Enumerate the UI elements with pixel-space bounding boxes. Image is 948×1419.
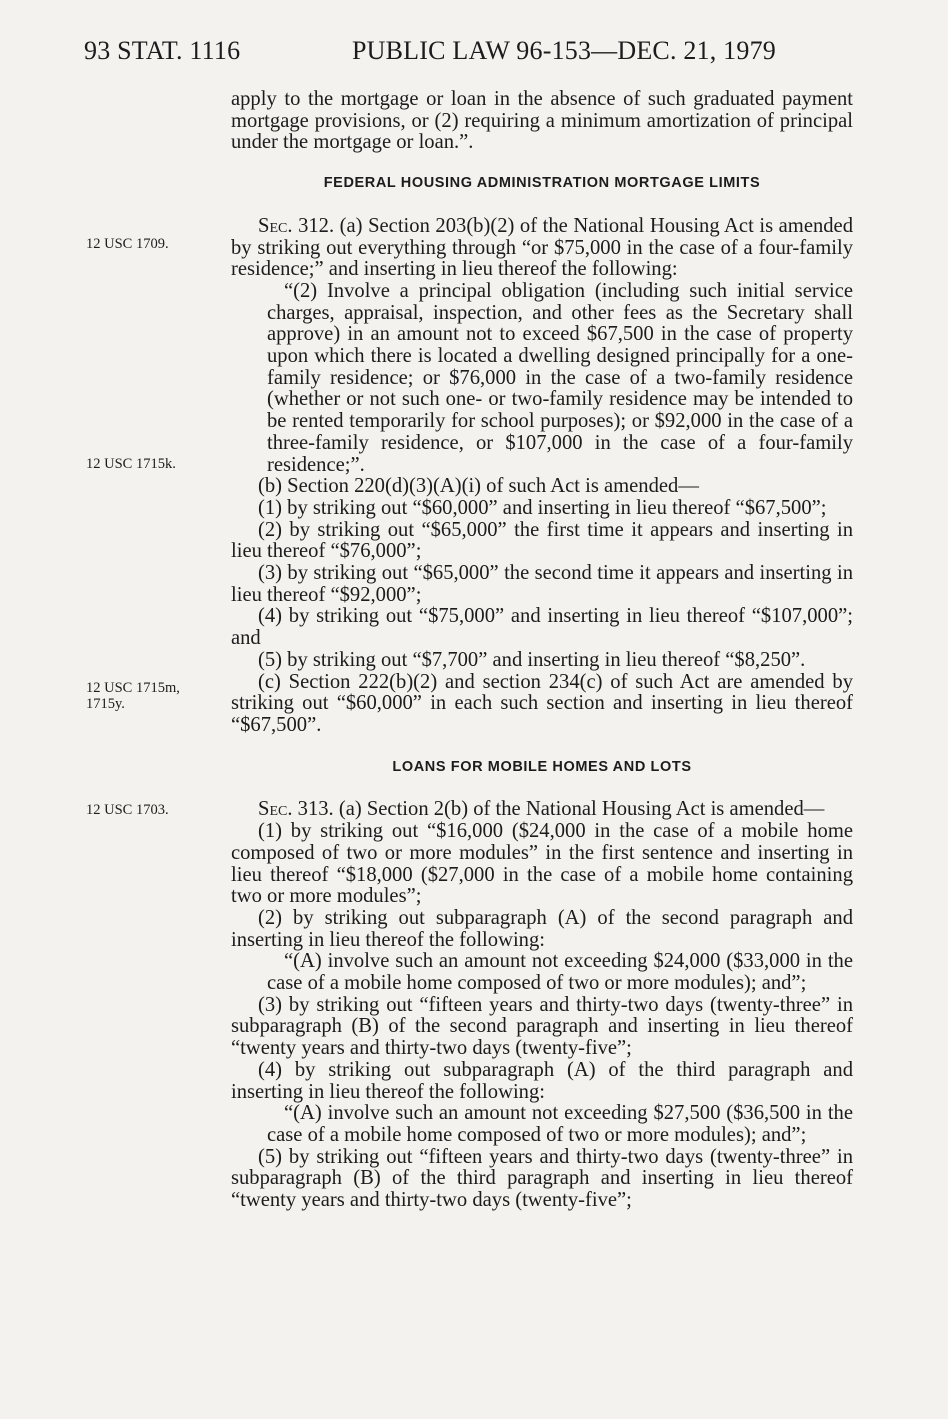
margin-note-line: 12 USC 1715m, (86, 680, 180, 696)
clause: (3) by striking out “fifteen years and thirty-two days (twenty-three” in subparagraph (B) of the second paragraph and inserting in lieu thereof “twenty years and thirty-two days (twenty-five”; (231, 993, 853, 1060)
quoted-paragraph: “(A) involve such an amount not exceeding $24,000 ($33,000 in the case of a mobile home composed of two or more modules); and”; (267, 950, 853, 995)
section-heading: FEDERAL HOUSING ADMINISTRATION MORTGAGE LIMITS (323, 175, 761, 192)
margin-note-1715m (86, 680, 216, 712)
section-312 (231, 216, 853, 281)
quoted-paragraph: “(2) Involve a principal obligation (including such initial service charges, appraisal, inspection, and other fees as the Secretary shall approve) in an amount not to exceed $67,500 in the case of property upon which there is located a dwelling designed principally for a one-family residence; or $76,000 in the case of a two-family residence (whether or not such one- or two-family residence may be intended to be rented temporarily for school purposes); or $92,000 in the case of a three-family residence, or $107,000 in the case of a four-family residence;”. (267, 279, 853, 476)
body-text (231, 89, 853, 1212)
sec-text: 313. (a) Section 2(b) of the National Housing Act is amended— (292, 798, 825, 821)
sec-text: 312. (a) Section 203(b)(2) of the National Housing Act is amended by striking out everything through “or $75,000 in the case of a four-family residence;” and inserting in lieu thereof the following: (231, 214, 853, 281)
clause: (2) by striking out subparagraph (A) of the second paragraph and inserting in lieu thereof the following: (231, 906, 853, 951)
sec-label: Sec. (258, 214, 293, 237)
margin-note-line: 1715y. (86, 696, 125, 712)
clause: (3) by striking out “$65,000” the second time it appears and inserting in lieu thereof “$92,000”; (231, 562, 853, 606)
sec-label: Sec. (258, 798, 293, 821)
clause: (5) by striking out “fifteen years and thirty-two days (twenty-three” in subparagraph (B) of the third paragraph and inserting in lieu thereof “twenty years and thirty-two days (twenty-five”; (231, 1145, 853, 1212)
paragraph-c: (c) Section 222(b)(2) and section 234(c) of such Act are amended by striking out “$60,000” in each such section and inserting in lieu thereof “$67,500”. (231, 670, 853, 736)
clause: (4) by striking out “$75,000” and inserting in lieu thereof “$107,000”; and (231, 605, 853, 650)
section-heading: LOANS FOR MOBILE HOMES AND LOTS (392, 758, 692, 775)
quoted-paragraph: “(A) involve such an amount not exceeding $27,500 ($36,500 in the case of a mobile home composed of two or more modules); and”; (267, 1102, 853, 1146)
clause: (2) by striking out “$65,000” the first time it appears and inserting in lieu thereof “$76,000”; (231, 518, 853, 563)
section-313 (231, 799, 853, 821)
clause: (1) by striking out “$16,000 ($24,000 in the case of a mobile home composed of two or more modules” in the first sentence and inserting in lieu thereof “$18,000 ($27,000 in the case of a mobile home containing two or more modules”; (231, 820, 853, 908)
clause: (5) by striking out “$7,700” and inserting in lieu thereof “$8,250”. (258, 648, 806, 671)
paragraph-b: (b) Section 220(d)(3)(A)(i) of such Act is amended— (258, 475, 699, 498)
margin-note-1709: 12 USC 1709. (86, 236, 169, 252)
page-running-title: PUBLIC LAW 96-153—DEC. 21, 1979 (352, 36, 776, 65)
margin-note-1715k: 12 USC 1715k. (86, 456, 176, 472)
paragraph: apply to the mortgage or loan in the absence of such graduated payment mortgage provisions, or (2) requiring a minimum amortization of principal under the mortgage or loan.”. (231, 88, 853, 154)
clause: (1) by striking out “$60,000” and inserting in lieu thereof “$67,500”; (258, 496, 827, 519)
margin-note-1703: 12 USC 1703. (86, 802, 169, 818)
clause: (4) by striking out subparagraph (A) of the third paragraph and inserting in lieu thereof the following: (231, 1058, 853, 1103)
page-stat-citation: 93 STAT. 1116 (84, 36, 241, 65)
